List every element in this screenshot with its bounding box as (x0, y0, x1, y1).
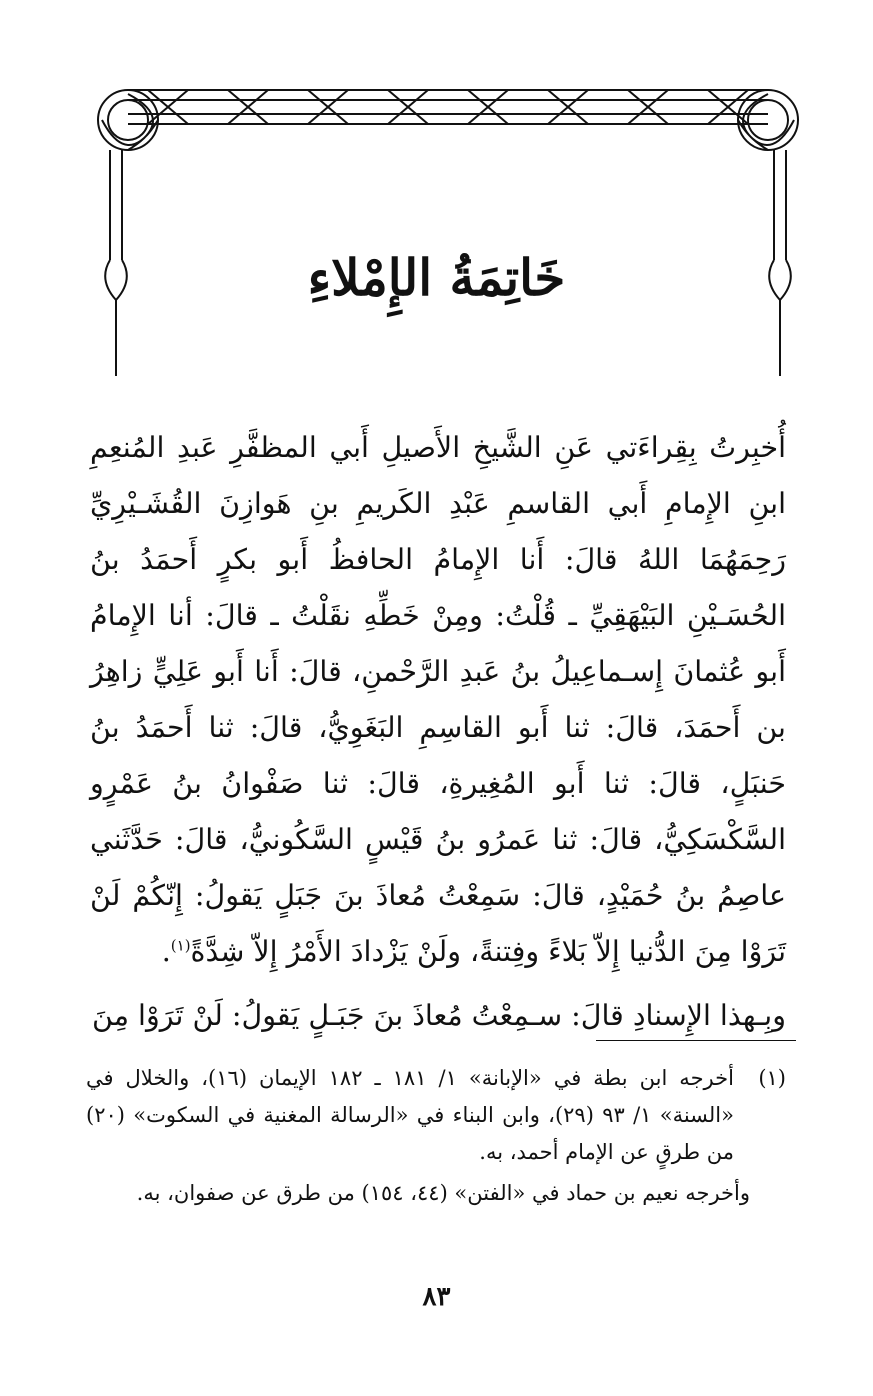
footnote-reference: (١) (170, 936, 191, 955)
chapter-title: خَاتِمَةُ الإِمْلاءِ (307, 248, 566, 307)
ornamental-header-frame (88, 80, 808, 380)
footnote-extra: وأخرجه نعيم بن حماد في «الفتن» (٤٤، ١٥٤) من طرق عن صفوان، به. (136, 1181, 750, 1205)
paragraph-1 (90, 420, 786, 980)
paragraph-2: وبِـهذا الإِسنادِ قالَ: سـمِعْتُ مُعاذَ بنَ جَبَـلٍ يَقولُ: لَنْ تَرَوْا مِنَ (92, 999, 786, 1032)
page-number: ٨٣ (422, 1282, 451, 1312)
paragraph-1-text: أُخبِرتُ بِقِراءَتي عَنِ الشَّيخِ الأَصيلِ أَبي المظفَّرِ عَبدِ المُنعِمِ ابنِ الإِمامِ أَبي القاسمِ عَبْدِ الكَريمِ بنِ هَوازِنَ القُشَـيْرِيِّ رَحِمَهُمَا اللهُ قالَ: أَنا الإِمامُ الحافظُ أَبو بكرٍ أَحمَدُ بنُ الحُسَـيْنِ البَيْهَقِيِّ ـ قُلْتُ: ومِنْ خَطِّهِ نقَلْتُ ـ قالَ: أنا الإِمامُ أَبو عُثمانَ إِسـماعِيلُ بنُ عَبدِ الرَّحْمنِ، قالَ: أَنا أَبو عَلِيٍّ زاهِرُ بن أَحمَدَ، قالَ: ثنا أَبو القاسِمِ البَغَوِيُّ، قالَ: ثنا أَحمَدُ بنُ حَنبَلٍ، قالَ: ثنا أَبو المُغِيرةِ، قالَ: ثنا صَفْوانُ بنُ عَمْرٍو السَّكْسَكِيُّ، قالَ: ثنا عَمرُو بنُ قَيْسٍ السَّكُونيُّ، قالَ: حَدَّثَني عاصِمُ بنُ حُمَيْدٍ، قالَ: سَمِعْتُ مُعاذَ بنَ جَبَلٍ يَقولُ: إِنّكُمْ لَنْ تَرَوْا مِنَ الدُّنيا إِلاّ بَلاءً وفِتنةً، ولَنْ يَزْدادَ الأَمْرُ إِلاّ شِدَّةً (90, 431, 786, 968)
footnotes (86, 1060, 786, 1212)
knotwork-border-icon (88, 80, 808, 380)
main-text (90, 420, 786, 1044)
footnote-entry (86, 1060, 786, 1171)
footnote-text: أخرجه ابن بطة في «الإبانة» ١/ ١٨١ ـ ١٨٢ الإيمان (١٦)، والخلال في «السنة» ١/ ٩٣ (٢٩)، وابن البناء في «الرسالة المغنية في السكوت» (٢٠) من طرقٍ عن الإمام أحمد، به. (86, 1066, 734, 1164)
footnote-divider (596, 1040, 796, 1041)
paragraph-1-end: . (161, 935, 171, 968)
footnote-number: (١) (758, 1066, 786, 1090)
